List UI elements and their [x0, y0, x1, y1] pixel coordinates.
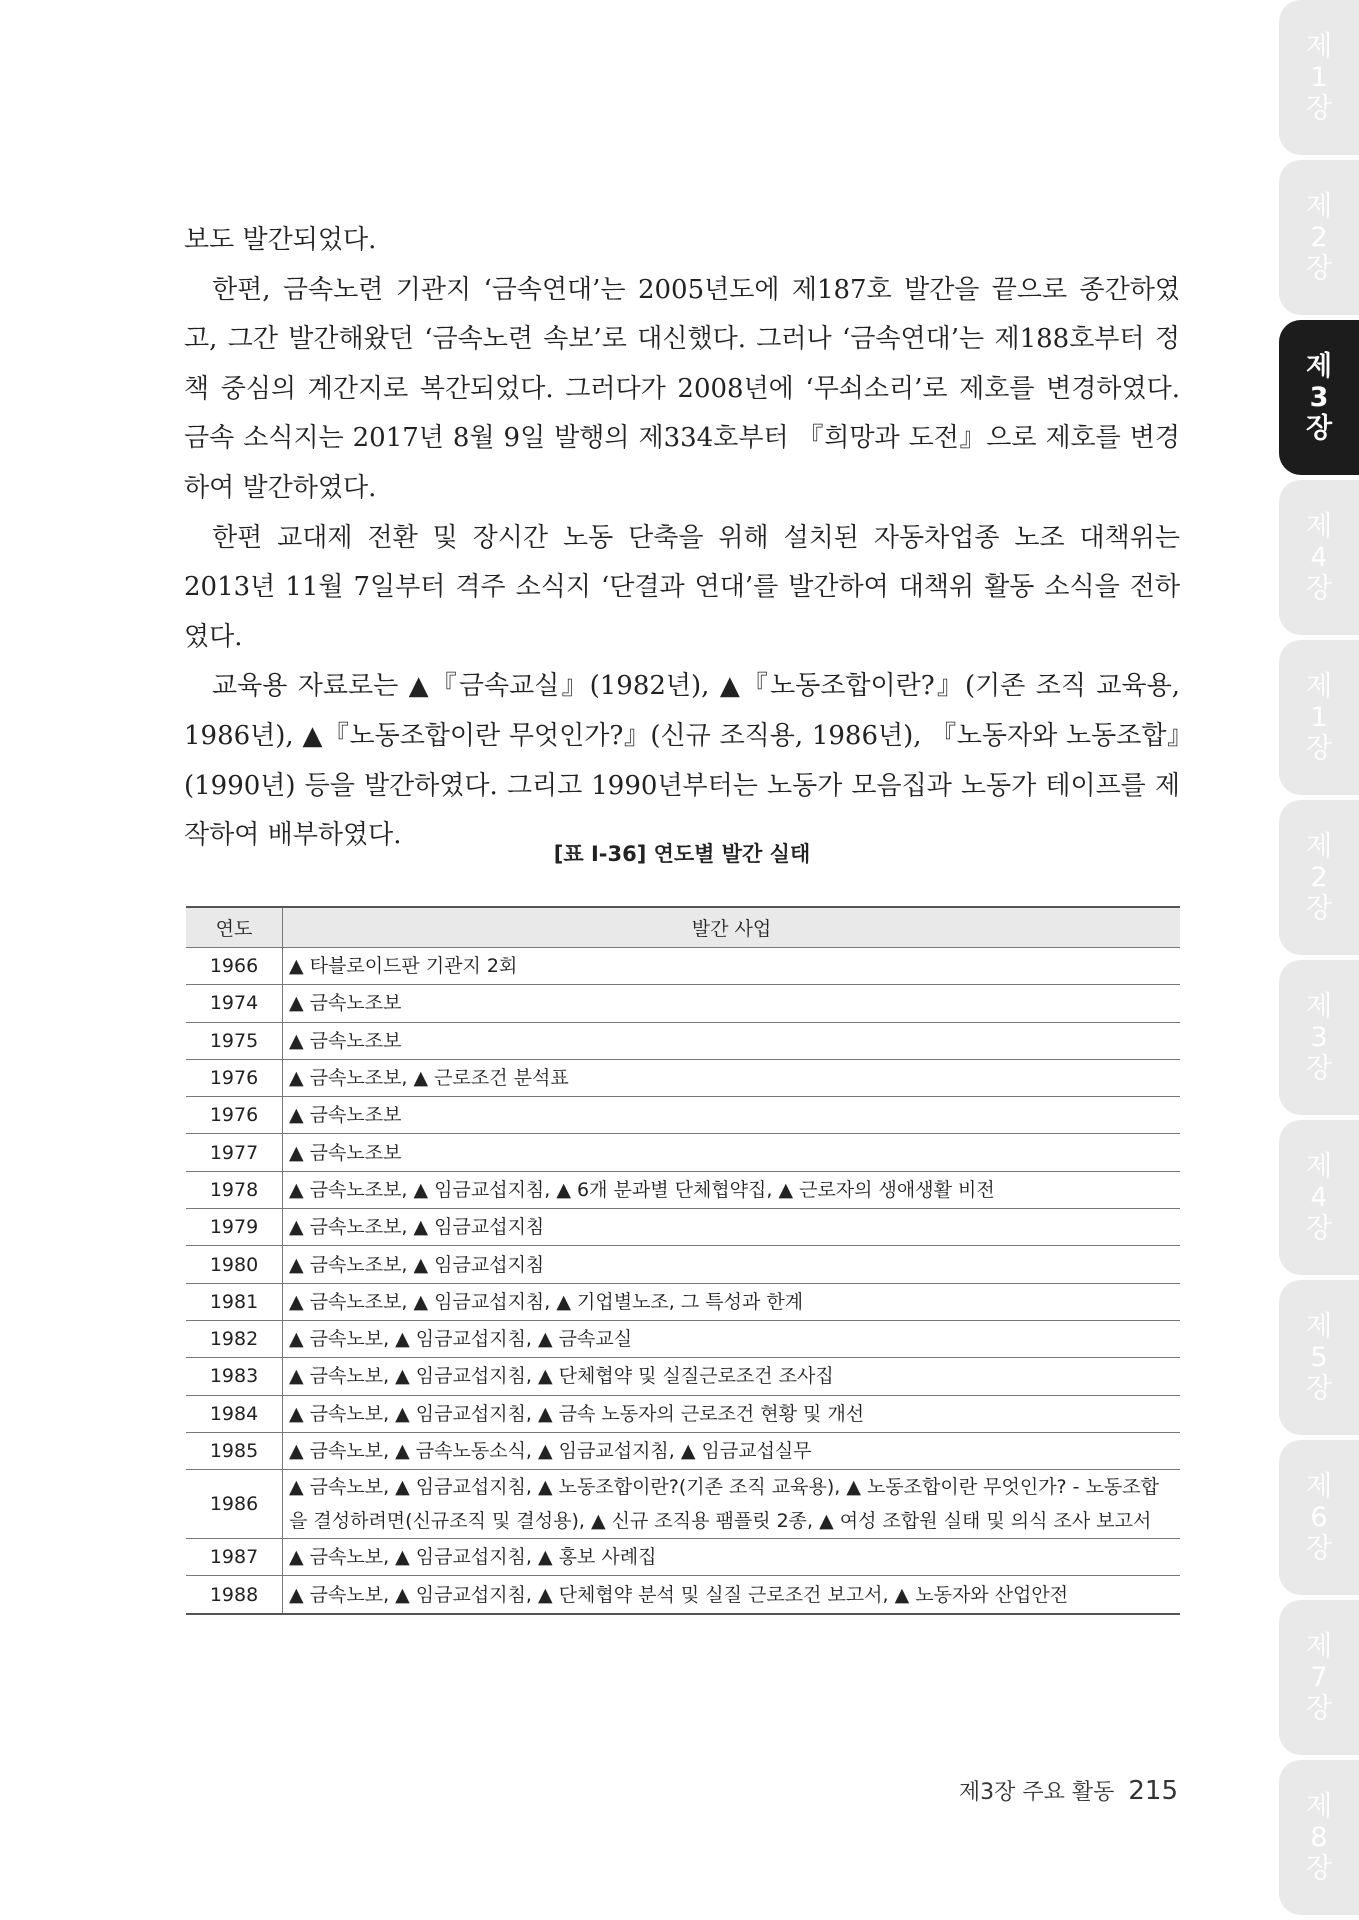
year-cell: 1982 — [186, 1320, 283, 1357]
table-row — [186, 985, 1180, 1022]
table-row — [186, 1246, 1180, 1283]
chapter-label: 제3장 주요 활동 — [958, 1780, 1115, 1805]
table-row — [186, 1576, 1180, 1614]
table-row — [186, 1209, 1180, 1246]
table-caption: [표 Ⅰ-36] 연도별 발간 실태 — [553, 842, 811, 866]
year-cell: 1974 — [186, 985, 283, 1022]
year-cell: 1975 — [186, 1022, 283, 1059]
publication-cell: ▲ 금속노조보 — [283, 1097, 1181, 1134]
chapter-tab-num: 3 — [1310, 1022, 1328, 1053]
table-row — [186, 1395, 1180, 1432]
publication-cell: ▲ 금속노조보, ▲ 임금교섭지침, ▲ 6개 분과별 단체협약집, ▲ 근로자의 생애생활 비전 — [283, 1171, 1181, 1208]
chapter-tab-suffix: 장 — [1305, 893, 1333, 924]
chapter-tab-prefix: 제 — [1305, 191, 1333, 222]
chapter-tab-suffix: 장 — [1305, 733, 1333, 764]
chapter-tab-num: 8 — [1310, 1822, 1328, 1853]
chapter-tab-prefix: 제 — [1305, 351, 1333, 382]
publication-cell: ▲ 금속노조보 — [283, 985, 1181, 1022]
chapter-tab-suffix: 장 — [1305, 1533, 1333, 1564]
chapter-tab-prefix: 제 — [1305, 31, 1333, 62]
year-cell: 1986 — [186, 1470, 283, 1539]
chapter-tab-suffix: 장 — [1305, 1373, 1333, 1404]
paragraph: 보도 발간되었다. — [184, 225, 377, 255]
paragraph: 한편 교대제 전환 및 장시간 노동 단축을 위해 설치된 자동차업종 노조 대책위는 2013년 11월 7일부터 격주 소식지 ‘단결과 연대’를 발간하여 대책위 활동 소식을 전하였다. — [184, 522, 1180, 652]
table-row — [186, 1171, 1180, 1208]
publication-table — [186, 906, 1180, 1615]
chapter-tab-prefix: 제 — [1305, 1791, 1333, 1822]
publication-cell: ▲ 금속노조보, ▲ 근로조건 분석표 — [283, 1059, 1181, 1096]
chapter-tab[interactable] — [1279, 480, 1359, 635]
year-cell: 1976 — [186, 1097, 283, 1134]
year-cell: 1977 — [186, 1134, 283, 1171]
publication-cell: ▲ 금속노보, ▲ 임금교섭지침, ▲ 금속교실 — [283, 1320, 1181, 1357]
chapter-tab-suffix: 장 — [1305, 413, 1333, 444]
chapter-tab-prefix: 제 — [1305, 671, 1333, 702]
header-year: 연도 — [186, 907, 283, 948]
publication-cell: ▲ 금속노보, ▲ 임금교섭지침, ▲ 단체협약 분석 및 실질 근로조건 보고서, ▲ 노동자와 산업안전 — [283, 1576, 1181, 1614]
table-row — [186, 1320, 1180, 1357]
table-row — [186, 948, 1180, 985]
header-publication: 발간 사업 — [283, 907, 1181, 948]
year-cell: 1981 — [186, 1283, 283, 1320]
chapter-tab[interactable] — [1279, 1760, 1359, 1915]
chapter-tab[interactable] — [1279, 1600, 1359, 1755]
chapter-tab-suffix: 장 — [1305, 93, 1333, 124]
chapter-tab[interactable] — [1279, 160, 1359, 315]
chapter-tab[interactable] — [1279, 320, 1359, 475]
year-cell: 1976 — [186, 1059, 283, 1096]
year-cell: 1983 — [186, 1358, 283, 1395]
chapter-tab[interactable] — [1279, 1120, 1359, 1275]
table-row — [186, 1097, 1180, 1134]
publication-cell: ▲ 금속노조보 — [283, 1134, 1181, 1171]
chapter-tab-num: 1 — [1310, 62, 1328, 93]
chapter-tab-prefix: 제 — [1305, 511, 1333, 542]
year-cell: 1984 — [186, 1395, 283, 1432]
chapter-tab-prefix: 제 — [1305, 991, 1333, 1022]
chapter-tab-prefix: 제 — [1305, 1631, 1333, 1662]
year-cell: 1966 — [186, 948, 283, 985]
publication-cell: ▲ 금속노보, ▲ 임금교섭지침, ▲ 노동조합이란?(기존 조직 교육용), ▲ 노동조합이란 무엇인가? - 노동조합을 결성하려면(신규조직 및 결성용), ▲ 신규 조직용 팸플릿 2종, ▲ 여성 조합원 실태 및 의식 조사 보고서 — [283, 1470, 1181, 1539]
publication-cell: ▲ 금속노보, ▲ 금속노동소식, ▲ 임금교섭지침, ▲ 임금교섭실무 — [283, 1432, 1181, 1469]
chapter-tab-prefix: 제 — [1305, 1151, 1333, 1182]
chapter-tab-num: 4 — [1310, 542, 1328, 573]
chapter-tab[interactable] — [1279, 800, 1359, 955]
table-body — [186, 948, 1180, 1614]
chapter-tab-num: 7 — [1310, 1662, 1328, 1693]
publication-cell: ▲ 금속노조보, ▲ 임금교섭지침, ▲ 기업별노조, 그 특성과 한계 — [283, 1283, 1181, 1320]
table-row — [186, 1470, 1180, 1539]
chapter-tab-suffix: 장 — [1305, 1853, 1333, 1884]
publication-cell: ▲ 금속노보, ▲ 임금교섭지침, ▲ 홍보 사례집 — [283, 1539, 1181, 1576]
table-header-row — [186, 907, 1180, 948]
chapter-tab-suffix: 장 — [1305, 573, 1333, 604]
page-footer — [959, 1775, 1178, 1806]
chapter-tab-prefix: 제 — [1305, 1471, 1333, 1502]
publication-cell: ▲ 금속노조보, ▲ 임금교섭지침 — [283, 1246, 1181, 1283]
year-cell: 1987 — [186, 1539, 283, 1576]
year-cell: 1988 — [186, 1576, 283, 1614]
publication-cell: ▲ 금속노조보, ▲ 임금교섭지침 — [283, 1209, 1181, 1246]
chapter-tab[interactable] — [1279, 1280, 1359, 1435]
table-row — [186, 1022, 1180, 1059]
chapter-tab-num: 2 — [1310, 222, 1328, 253]
chapter-tab-num: 3 — [1309, 382, 1329, 413]
chapter-tab[interactable] — [1279, 960, 1359, 1115]
chapter-tab-num: 1 — [1310, 702, 1328, 733]
chapter-tab-prefix: 제 — [1305, 831, 1333, 862]
publication-cell: ▲ 금속노조보 — [283, 1022, 1181, 1059]
year-cell: 1978 — [186, 1171, 283, 1208]
chapter-tab-suffix: 장 — [1305, 1693, 1333, 1724]
table-row — [186, 1539, 1180, 1576]
publication-cell: ▲ 금속노보, ▲ 임금교섭지침, ▲ 단체협약 및 실질근로조건 조사집 — [283, 1358, 1181, 1395]
body-text — [184, 216, 1180, 861]
chapter-tab[interactable] — [1279, 0, 1359, 155]
paragraph: 한편, 금속노련 기관지 ‘금속연대’는 2005년도에 제187호 발간을 끝으로 종간하였고, 그간 발간해왔던 ‘금속노련 속보’로 대신했다. 그러나 ‘금속연대’는 제188호부터 정책 중심의 계간지로 복간되었다. 그러다가 2008년에 ‘무쇠소리’로 제호를 변경하였다. 금속 소식지는 2017년 8월 9일 발행의 제334호부터 『희망과 도전』으로 제호를 변경하여 발간하였다. — [184, 274, 1180, 503]
chapter-tab[interactable] — [1279, 640, 1359, 795]
paragraph: 교육용 자료로는 ▲『금속교실』(1982년), ▲『노동조합이란?』(기존 조직 교육용, 1986년), ▲『노동조합이란 무엇인가?』(신규 조직용, 1986년), 『노동자와 노동조합』(1990년) 등을 발간하였다. 그리고 1990년부터는 노동가 모음집과 노동가 테이프를 제작하여 배부하였다. — [184, 671, 1180, 851]
chapter-tab-suffix: 장 — [1305, 253, 1333, 284]
chapter-tab-suffix: 장 — [1305, 1053, 1333, 1084]
year-cell: 1980 — [186, 1246, 283, 1283]
publication-cell: ▲ 금속노보, ▲ 임금교섭지침, ▲ 금속 노동자의 근로조건 현황 및 개선 — [283, 1395, 1181, 1432]
chapter-tab-num: 2 — [1310, 862, 1328, 893]
page-number: 215 — [1128, 1776, 1178, 1806]
table-row — [186, 1134, 1180, 1171]
chapter-tab[interactable] — [1279, 1440, 1359, 1595]
table-row — [186, 1358, 1180, 1395]
year-cell: 1985 — [186, 1432, 283, 1469]
chapter-tab-prefix: 제 — [1305, 1311, 1333, 1342]
table-row — [186, 1432, 1180, 1469]
chapter-tab-suffix: 장 — [1305, 1213, 1333, 1244]
table-row — [186, 1283, 1180, 1320]
chapter-tab-num: 6 — [1310, 1502, 1328, 1533]
year-cell: 1979 — [186, 1209, 283, 1246]
table-row — [186, 1059, 1180, 1096]
chapter-tab-num: 5 — [1310, 1342, 1328, 1373]
publication-cell: ▲ 타블로이드판 기관지 2회 — [283, 948, 1181, 985]
chapter-tab-num: 4 — [1310, 1182, 1328, 1213]
